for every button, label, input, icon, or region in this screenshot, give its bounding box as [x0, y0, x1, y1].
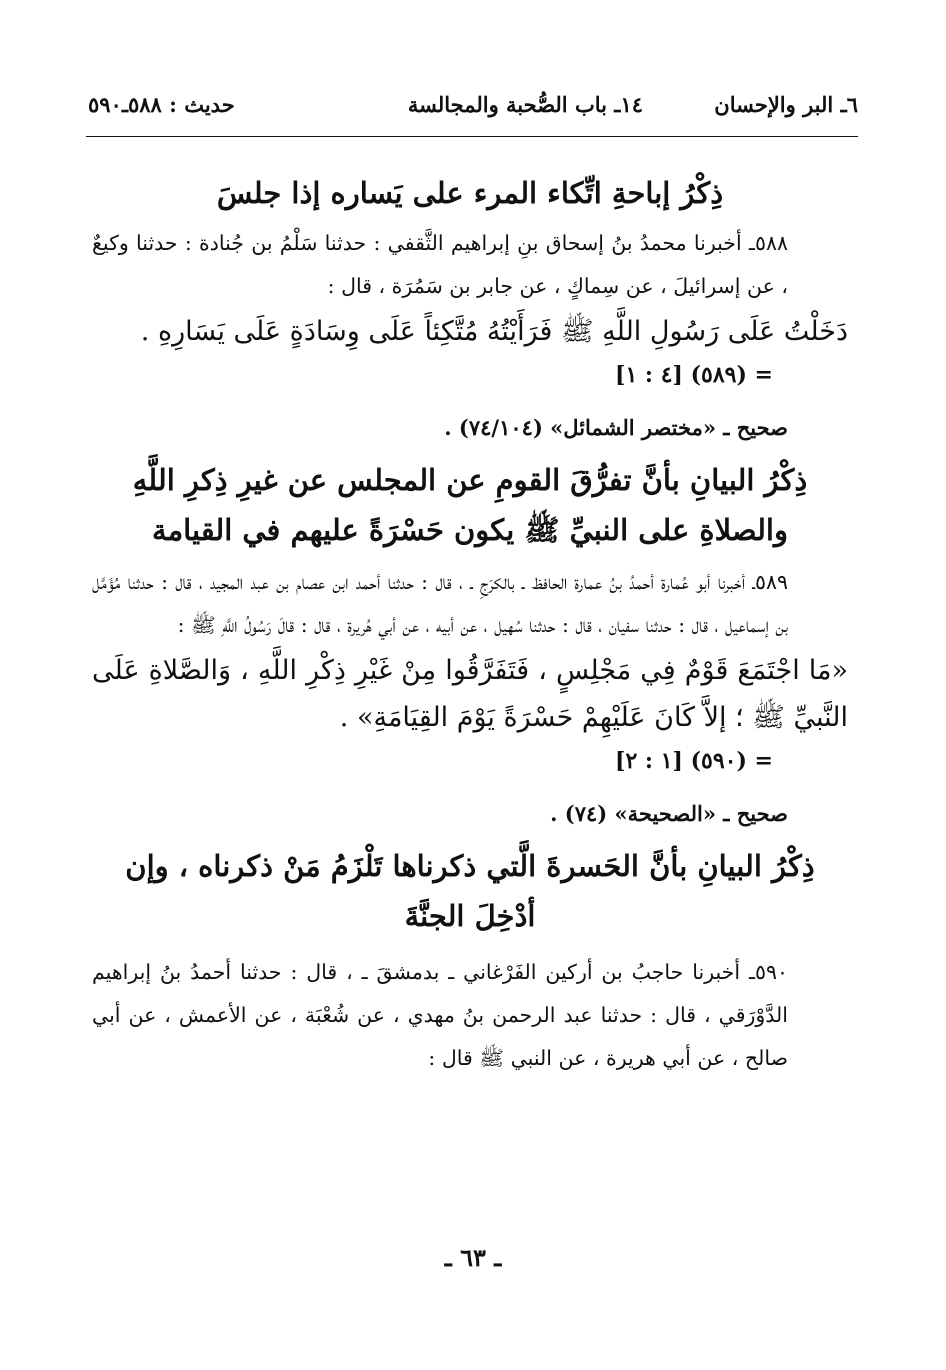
matn-589: «مَا اجْتَمَعَ قَوْمٌ فِي مَجْلِسٍ ، فَتَفَرَّقُوا مِنْ غَيْرِ ذِكْرِ اللَّهِ ، وَالصَّلاةِ عَلَى النَّبيِّ ﷺ ؛ إلاَّ كَانَ عَلَيْهِمْ حَسْرَةً يَوْمَ القِيَامَةِ» . — [92, 655, 848, 733]
header-book-title: ٦ـ البر والإحسان — [714, 92, 858, 117]
page-body — [92, 168, 848, 1080]
header-hadith-range: حديث : ٥٨٨ـ٥٩٠ — [88, 92, 235, 117]
isnad-589: ٥٨٩ـ أخبرنا أبو عُمارة أحمدُ بنُ عمارة الحافظ ـ بالكرَجِ ـ ، قال : حدثنا أحمد ابن عصام بن عبد المجيد ، قال : حدثنا مُؤَمَّل بن إسماعيل ، قال : حدثنا سفيان ، قال : حدثنا سُهيل ، عن أبيه ، عن أبي هُريرة ، قال : قالَ رَسُولُ اللَّهِ ﷺ : — [92, 570, 788, 637]
running-header — [88, 92, 858, 132]
section-heading-588: ذِكْرُ إباحةِ اتِّكاء المرء على يَساره إذا جلسَ — [216, 176, 724, 210]
grading-588: صحيح ـ «مختصر الشمائل» (٧٤/١٠٤) . — [444, 415, 788, 440]
matn-588: دَخَلْتُ عَلَى رَسُولِ اللَّهِ ﷺ فَرَأَيْتُهُ مُتَّكِئاً عَلَى وِسَادَةٍ عَلَى يَسَارِهِ . — [140, 316, 848, 347]
isnad-590: ٥٩٠ـ أخبرنا حاجبُ بن أركين الفَرْغاني ـ بدمشقَ ـ ، قال : حدثنا أحمدُ بنُ إبراهيم الدَّوْرَقي ، قال : حدثنا عبد الرحمن بنُ مهدي ، عن شُعْبَة ، عن الأعمش ، عن أبي صالح ، عن أبي هريرة ، عن النبي ﷺ قال : — [92, 960, 788, 1070]
grading-589: صحيح ـ «الصحيحة» (٧٤) . — [550, 801, 788, 826]
section-heading-590: ذِكْرُ البيانِ بأنَّ الحَسرةَ الَّتي ذكرناها تَلْزَمُ مَنْ ذكرناه ، وإن أدْخِلَ الجنَّةَ — [125, 849, 815, 933]
section-heading-589: ذِكْرُ البيانِ بأنَّ تفرُّقَ القومِ عن المجلس عن غيرِ ذِكرِ اللَّهِ والصلاةِ على النبيِّ ﷺ يكون حَسْرَةً عليهم في القيامة — [132, 463, 808, 547]
page-number: ـ ٦٣ ـ — [444, 1243, 502, 1272]
header-divider — [86, 136, 858, 137]
isnad-588: ٥٨٨ـ أخبرنا محمدُ بنُ إسحاق بنِ إبراهيم الثَّقفي : حدثنا سَلْمُ بن جُنادة : حدثنا وكيعٌ ، عن إسرائيلَ ، عن سِماكٍ ، عن جابر بن سَمُرَة ، قال : — [92, 231, 788, 298]
cross-reference-590: = (٥٩٠) [١ : ٢] — [615, 748, 773, 774]
header-chapter-title: ١٤ـ باب الصُّحبة والمجالسة — [407, 92, 643, 117]
cross-reference-589: = (٥٨٩) [٤ : ١] — [615, 362, 773, 388]
